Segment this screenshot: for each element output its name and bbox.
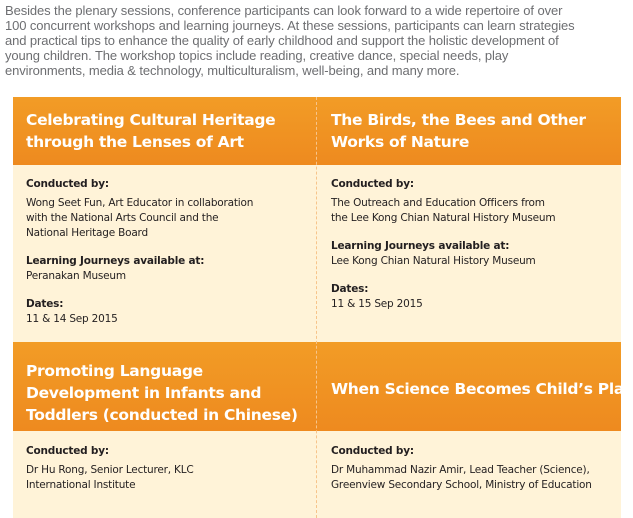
workshop-title-line: Celebrating Cultural Heritage <box>26 111 276 129</box>
learning-journeys-value: Peranakan Museum <box>26 270 126 282</box>
intro-line: environments, media & technology, multiculturalism, well-being, and many more. <box>5 63 460 78</box>
dates-label: Dates: <box>331 283 369 295</box>
conducted-by-value: Wong Seet Fun, Art Educator in collaboration <box>26 197 254 209</box>
workshop-title-line: Toddlers (conducted in Chinese) <box>26 406 298 424</box>
conducted-by-value: International Institute <box>26 479 136 491</box>
conducted-by-label: Conducted by: <box>331 445 414 457</box>
conducted-by-value: The Outreach and Education Officers from <box>331 197 545 209</box>
workshop-title-line: Development in Infants and <box>26 384 262 402</box>
workshop-grid <box>13 97 633 518</box>
learning-journeys-label: Learning Journeys available at: <box>26 255 205 267</box>
column-divider <box>316 97 317 518</box>
workshop-details <box>331 444 592 493</box>
conducted-by-label: Conducted by: <box>331 178 414 190</box>
conducted-by-value: with the National Arts Council and the <box>26 212 219 224</box>
intro-line: and practical tips to enhance the quality of early childhood and support the holistic development of <box>5 33 559 48</box>
workshop-title-line: The Birds, the Bees and Other <box>331 111 586 129</box>
workshop-details <box>26 444 194 493</box>
dates-value: 11 & 14 Sep 2015 <box>26 313 118 325</box>
conducted-by-value: Dr Muhammad Nazir Amir, Lead Teacher (Science), <box>331 464 590 476</box>
conducted-by-value: National Heritage Board <box>26 227 148 239</box>
workshop-details <box>331 177 555 312</box>
workshop-title-line: through the Lenses of Art <box>26 133 244 151</box>
conducted-by-value: Greenview Secondary School, Ministry of Education <box>331 479 592 491</box>
conducted-by-label: Conducted by: <box>26 178 109 190</box>
workshop-title <box>331 378 633 400</box>
workshop-title-line: When Science Becomes Child’s Play <box>331 380 633 398</box>
conducted-by-label: Conducted by: <box>26 445 109 457</box>
workshop-title <box>26 360 298 426</box>
intro-line: 100 concurrent workshops and learning journeys. At these sessions, participants can learn strategies <box>5 18 575 33</box>
workshop-details <box>26 177 253 327</box>
dates-value: 11 & 15 Sep 2015 <box>331 298 423 310</box>
intro-paragraph <box>5 3 629 78</box>
intro-line: Besides the plenary sessions, conference participants can look forward to a wide repertoire of over <box>5 3 563 18</box>
dates-label: Dates: <box>26 298 64 310</box>
learning-journeys-label: Learning Journeys available at: <box>331 240 510 252</box>
workshop-title <box>26 109 275 153</box>
intro-line: young children. The workshop topics include reading, creative dance, special needs, play <box>5 48 509 63</box>
conducted-by-value: the Lee Kong Chian Natural History Museum <box>331 212 556 224</box>
conducted-by-value: Dr Hu Rong, Senior Lecturer, KLC <box>26 464 194 476</box>
workshop-title-line: Promoting Language <box>26 362 203 380</box>
workshop-title-line: Works of Nature <box>331 133 470 151</box>
learning-journeys-value: Lee Kong Chian Natural History Museum <box>331 255 536 267</box>
workshop-title <box>331 109 586 153</box>
